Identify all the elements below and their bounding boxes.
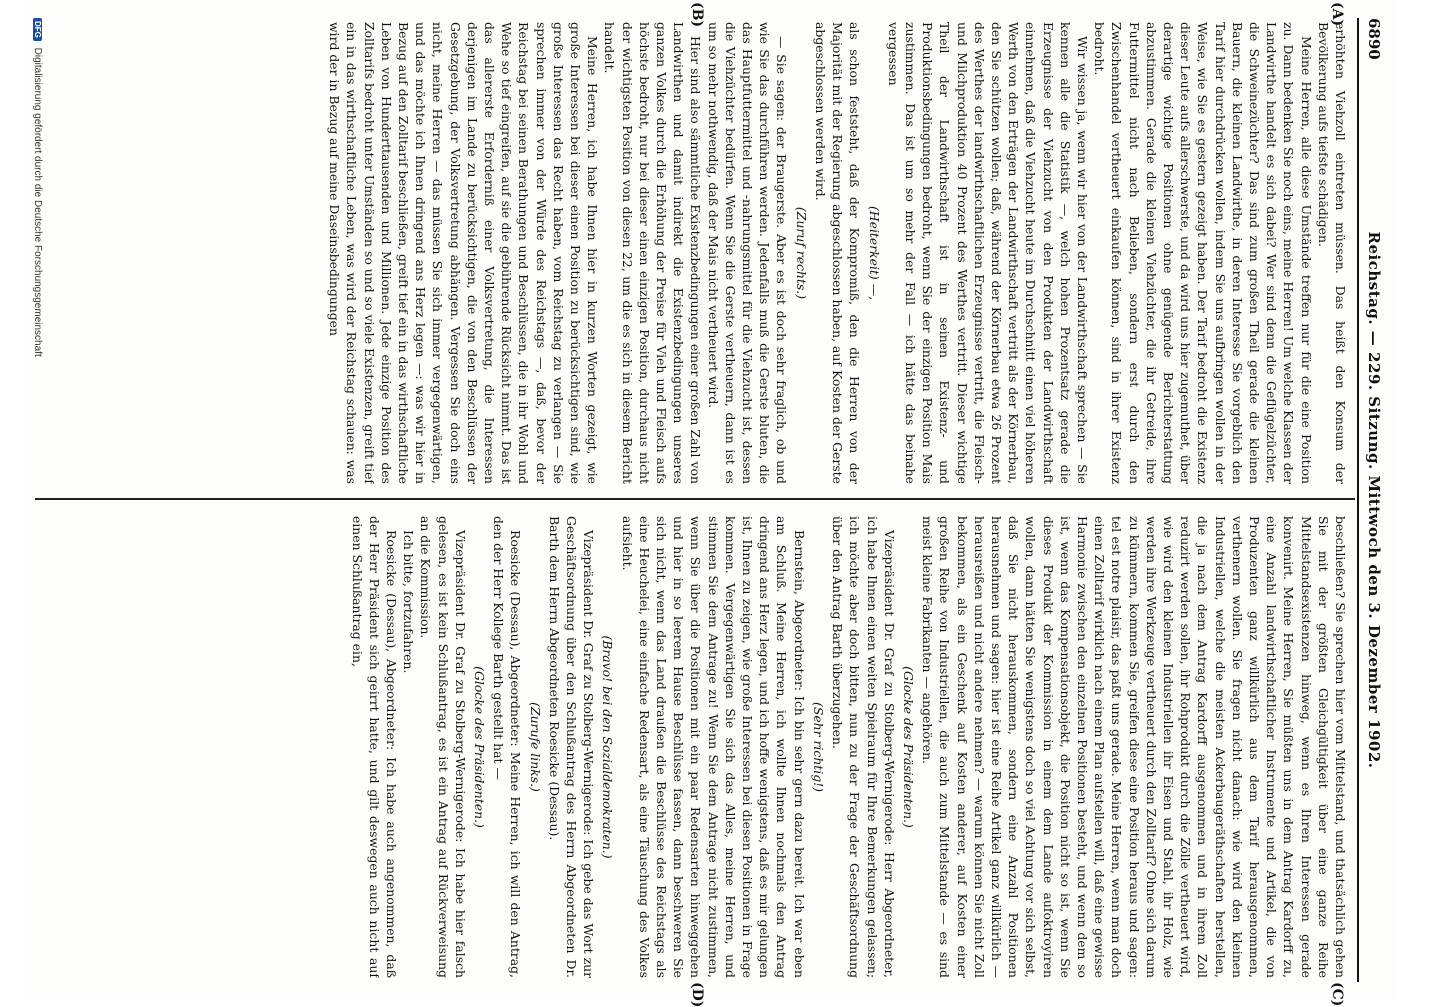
digitization-credit [32,18,43,982]
margin-letter-d: (D) [689,982,705,1007]
running-title: Reichstag. — 229. Sitzung. Mittwoch den 3. Dezember 1902. [1365,231,1383,769]
page-number: 6890 [1365,18,1383,60]
paragraph: Hier sind also sämmtliche Existenzbedingungen einer großen Zahl von Landwirthen und damit indirekt die Existenzbedingungen unseres ganzen Volkes durch die Erhöhung der Preise für Vieh und Fleisch aufs höchste bedroht, nur bei dieser einen einzigen Position, durchaus nicht der wichtigsten Position von diesen 22, um die es sich in diesem Bericht handelt. [602,22,704,484]
stage-direction: (Glocke des Präsidenten.) [472,666,488,828]
paragraph: erhöhten Viehzoll eintreten müssen. Das heißt den Konsum der Bevölkerung aufs tiefste schädigen. [1315,22,1348,484]
rotated-page [25,0,1395,1007]
margin-letter-c: (C) [1329,982,1345,1007]
speaker-paragraph: Roesicke (Dessau), Abgeordneter: Meine Herren, ich will den Antrag, den der Herr Kollege Barth gestellt hat — [491,516,524,978]
stage-direction: (Heiterkeit) —, [866,205,882,301]
paragraph: Meine Herren, alle diese Umstände treffen nur für die eine Position zu. Dann bedenken Sie noch eins, meine Herren! Um welche Klassen der Landwirthe handelt es sich dabei? Wer sind denn die Geflügelzüchter, die Schweinezüchter? Das sind zum großen Theil gerade die kleinen Bauern, die kleinen Landwirthe, in deren Interesse Sie vorgeblich den Tarif hier durchdrücken wollen, indem Sie uns aufbringen wollen in der Weise, wie Sie es gestern gezeigt haben. Der Tarif bedroht die Existenz dieser Leute aufs allerschwerste, und da wird uns hier zugemuthet, über derartige wichtige Positionen ohne genügende Berichterstattung abzustimmen. Gerade die kleinen Viehzüchter, die ihr Getreide, ihre Futtermittel nicht nach Belieben, sondern erst durch den Zwischenhandel vertheuert einkaufen können, sind in ihrer Existenz bedroht. [1092,22,1314,484]
speaker-paragraph: Vizepräsident Dr. Graf zu Stolberg-Wernigerode: Ich habe hier falsch gelesen, es ist kein Schlußantrag, es ist ein Antrag auf Rückverweisung an die Kommission. [418,516,468,978]
paragraph: beschließen? Sie sprechen hier vom Mittelstand, und thatsächlich gehen Sie mit der größten Gleichgültigkeit über eine ganze Reihe Mittelstandsexistenzen hinweg, wenn es Ihren Interessen gerade konvenirt. Meine Herren, Sie müßten uns in dem Antrag Kardorff zu, eine Anzahl landwirthschaftlicher Instrumente und Artikel, die von Produzenten ganz willkürlich aus dem Tarif herausgenommen, verthenern wollen. Sie fragen nicht danach: wie wird den kleinen Industriellen, welche die meisten Ackerbaugeräthschaften herstellen, die ja nach dem Antrag Kardorff ausgenommen und in ihrem Zoll reduzirt werden sollen, ihr Rohprodukt durch die Zölle vertheuert wird, wie wird den kleinen Industriellen ihr Eisen und Stahl, ihr Holz, wie werden ihre Werkzeuge vertheuert durch den Zolltarif? Ohne sich darum zu kümmern, kommen Sie, greifen diese eine Position heraus und sagen: tel est notre plaisir, das paßt uns gerade. Meine Herren, wenn man doch einen Zolltarif wirklich nach einem Plan aufstellen will, daß eine gewisse Harmonie zwischen den einzelnen Positionen besteht, und wenn dem so ist, wenn das Kompensationsobjekt, die Position nicht so ist, wenn Sie dieses Produkt der Kommission in einem dem Lande aufoktroyiren wollen, dann hätten Sie wenigstens doch so viel Achtung vor sich selbst, daß Sie nicht herauskommen, sondern eine Anzahl Positionen herausnehmen und sagen: hier ist eine Reihe Artikel ganz willkürlich — herausreißen und nicht andere nehmen? — warum können Sie nicht Zoll bekommen, als ein Geschenk auf Kosten anderer, auf Kosten einer großen Reihe von Industriellen, die auch zum Mittelstande — es sind meist kleine Fabrikanten — angehören. [920,516,1348,978]
margin-letter-a: (A) [1329,2,1345,27]
stage-direction: (Zurufe links.) [527,702,543,792]
header-rule [1357,18,1359,982]
column-divider [35,498,1355,500]
left-column [49,22,1349,484]
stage-direction: (Glocke des Präsidenten.) [900,666,916,828]
speaker-paragraph: Vizepräsident Dr. Graf zu Stolberg-Wernigerode: Ich gebe das Wort zur Geschäftsordnung über den Schlußantrag des Herrn Abgeordneten Dr. Barth dem Herrn Abgeordneten Roesicke (Dessau). [546,516,597,978]
paragraph: Meine Herren, ich habe Ihnen hier in kurzen Worten gezeigt, wie große Interessen bei dieser einen Position zu berücksichtigen sind, wie große Interessen das Recht haben, vom Reichstag zu verlangen — Sie sprechen immer von der Würde des Reichstags —, daß, bevor der Reichstag bei seinen Berathungen und Beschlüssen, die in ihr Wohl und Wehe so tief eingreifen, auf sie die gebührende Rücksicht nimmt. Das ist das allererste Erforderniß einer Volksvertretung, die Interessen derjenigen im Lande zu berücksichtigen, die von den Beschlüssen der Gesetzgebung, der Volksvertretung abhängen. Vergessen Sie doch eins nicht, meine Herren — das müssen Sie sich immer vergegenwärtigen, und das möchte ich Ihnen dringend ans Herz legen —: was wir hier in Bezug auf den Zolltarif beschließen, greift tief ein in das wirthschaftliche Leben von Hunderttausenden und Millionen. Jede einzige Position des Zolltarifs bedroht unter Umständen so und so viele Existenzen, greift tief ein in das wirthschaftliche Leben, was wird der Reichstag schauen: was wird der in Bezug auf meine Daseinsbedingungen [327,22,601,484]
margin-letter-b: (B) [689,2,705,28]
page-header [1361,18,1383,982]
paragraph: Wir wissen ja, wenn wir hier von der Landwirthschaft sprechen — Sie kennen alle die Statistik —, welch hohen Prozentsatz gerade die Erzeugnisse der Viehzucht von den Produkten der Landwirthschaft einnehmen, daß die Viehzucht heute im Durchschnitt einen viel höheren Werth von den Erträgen der Landwirthschaft vertritt als der Körnerbau, den Sie schützen wollen; daß, während der Körnerbau etwa 26 Prozent des Werthes der landwirthschaftlichen Erzeugnisse vertritt, die Fleisch- und Milchproduktion 40 Prozent des Werthes vertritt. Dieser wichtige Theil der Landwirthschaft ist in seinen Existenz- und Produktionsbedingungen bedroht, wenn Sie der einzigen Position Mais zustimmen. Das ist um so mehr der Fall — ich hätte das beinahe vergessen [885,22,1090,484]
paragraph: als schon feststeht, daß der Kompromiß, den die Herren von der Majorität mit der Regierung abgeschlossen haben, auf Kosten der Gerste abgeschlossen werden wird. [812,22,863,484]
speaker-paragraph: Bernstein, Abgeordneter: Ich bin sehr gern dazu bereit. Ich war eben am Schluß. Meine Herren, ich wollte Ihnen nochmals den Antrag dringend ans Herz legen, und ich hoffe wenigstens, daß es mir gelungen ist, Ihnen zu zeigen, wie große Interessen bei diesen Positionen in Frage kommen. Vergegenwärtigen Sie sich das Alles, meine Herren, und stimmen Sie dem Antrage zu! Wenn Sie dem Antrage nicht zustimmen, wenn Sie über die Positionen mit ein paar Redensarten hinweggehen und hier in so leerem Hause Beschlüsse fassen, dann beschweren Sie sich nicht, wenn das Land draußen die Beschlüsse des Reichstags als eine Heuchelei, eine einfache Redensart, als eine Täuschung des Volkes aufsieht. [619,516,807,978]
stage-direction: (Bravo! bei den Sozialdemokraten.) [600,635,616,859]
dfg-logo: DFG [33,18,42,41]
right-column [49,516,1349,978]
speaker-paragraph: Vizepräsident Dr. Graf zu Stolberg-Wernigerode: Herr Abgeordneter, ich habe Ihnen einen weiten Spielraum für Ihre Bemerkungen gelassen; ich möchte aber doch bitten, nun zu der Frage der Geschäftsordnung über den Antrag Barth überzugehen. [830,516,897,978]
stage-direction: (Zuruf rechts.) [793,206,809,300]
paragraph: Ich bitte, fortzufahren. [401,530,417,674]
paragraph: — Sie sagen: der Braugerste. Aber es ist doch sehr fraglich, ob und wie Sie das durchführen werden. Jedenfalls muß die Gerste bluten, die das Hauptfuttermittel und -nahrungsmittel für die Viehzucht ist, dessen die Viehzüchter bedürfen. Wenn Sie die Gerste vertheuern, dann ist es um so mehr nothwendig, daß der Mais nicht vertheuert wird. [705,22,790,484]
stage-direction: (Sehr richtig!) [810,702,826,792]
credit-text: Digitalisierung gefördert durch die Deutsche Forschungsgemeinschaft [32,47,43,357]
speaker-paragraph: Roesicke (Dessau), Abgeordneter: Ich habe auch angenommen, daß der Herr Präsident sich geirrt hatte, und gilt deswegen auch nicht auf einen Schlußantrag ein, [349,516,400,978]
